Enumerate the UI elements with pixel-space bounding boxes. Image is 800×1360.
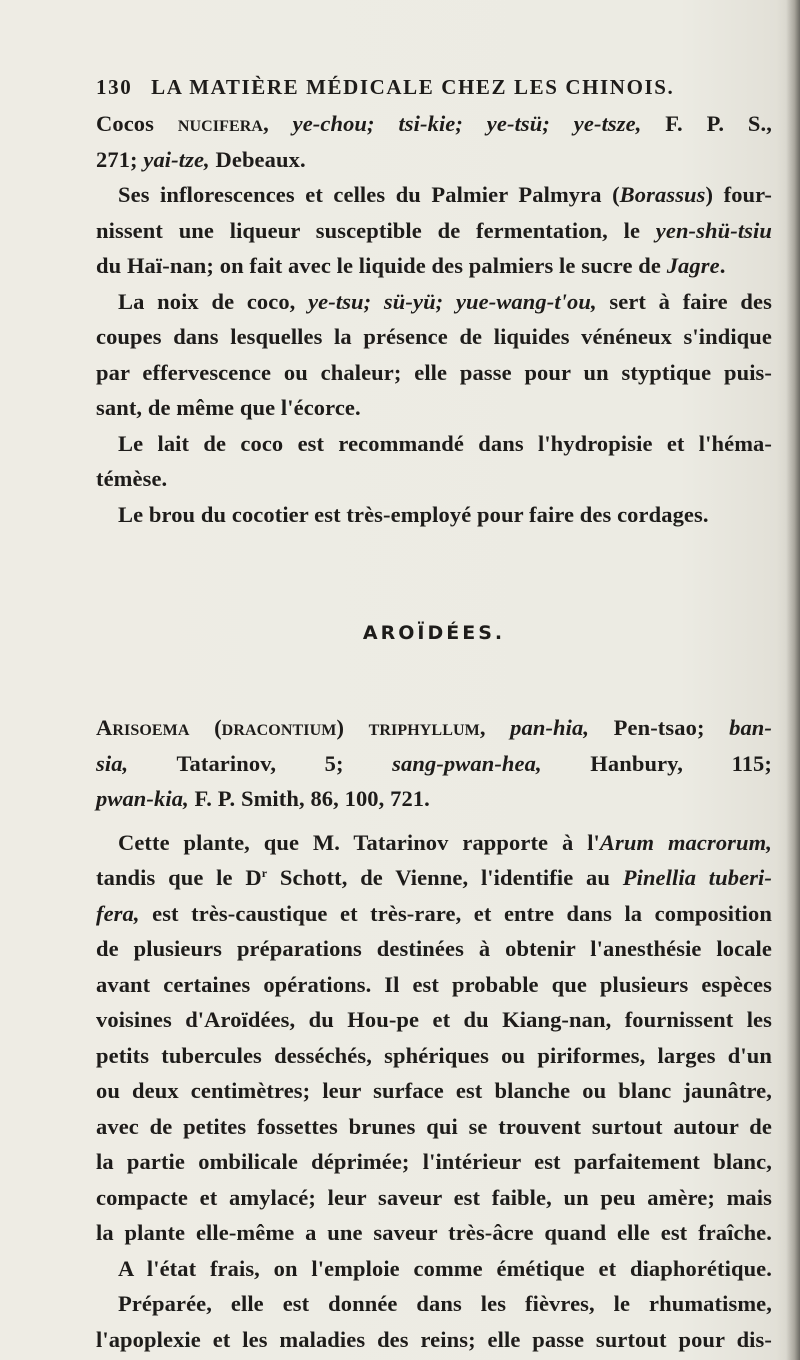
page-content <box>96 70 772 1357</box>
text-line: coupes dans lesquelles la présence de liquides vénéneux s'indique <box>96 324 772 349</box>
text-line: petits tubercules desséchés, sphériques ou piriformes, larges d'un <box>96 1042 772 1068</box>
text-line: ou deux centimètres; leur surface est blanche ou blanc jaunâtre, <box>96 1078 772 1103</box>
section-heading: AROÏDÉES. <box>362 622 506 644</box>
paragraph-noix-de-coco <box>96 284 772 426</box>
entry-arisoema <box>96 710 772 817</box>
paragraph-inflorescences <box>96 177 772 284</box>
text-line: de plusieurs préparations destinées à obtenir l'anesthésie locale <box>96 936 772 961</box>
text-line: Le lait de coco est recommandé dans l'hydropisie et l'héma- <box>118 430 772 456</box>
text-line: Ses inflorescences et celles du Palmier Palmyra (Borassus) four- <box>118 182 773 207</box>
entry-line: Cocos nucifera, ye-chou; tsi-kie; ye-tsü; ye-tsze, F. P. S., <box>96 111 772 136</box>
paragraph-lait-de-coco <box>96 426 772 497</box>
text-line: l'apoplexie et les maladies des reins; elle passe surtout pour dis- <box>96 1326 772 1352</box>
paragraph-brou <box>96 497 772 533</box>
text-line: Cette plante, que M. Tatarinov rapporte à l'Arum macrorum, <box>118 829 772 855</box>
text-line: sant, de même que l'écorce. <box>96 395 361 420</box>
text-line: La noix de coco, ye-tsu; sü-yü; yue-wang-t'ou, sert à faire des <box>118 288 772 314</box>
text-line: Le brou du cocotier est très-employé pour faire des cordages. <box>118 501 709 527</box>
text-line: voisines d'Aroïdées, du Hou-pe et du Kiang-nan, fournissent les <box>96 1007 772 1032</box>
entry-line: 271; yai-tze, Debeaux. <box>96 146 306 172</box>
running-title: LA MATIÈRE MÉDICALE CHEZ LES CHINOIS. <box>151 75 675 99</box>
text-line: par effervescence ou chaleur; elle passe pour un styptique puis- <box>96 359 772 385</box>
text-line: témèse. <box>96 466 168 491</box>
text-line: la partie ombilicale déprimée; l'intérieur est parfaitement blanc, <box>96 1149 772 1174</box>
text-line: avant certaines opérations. Il est probable que plusieurs espèces <box>96 971 772 997</box>
text-line: avec de petites fossettes brunes qui se trouvent surtout autour de <box>96 1113 772 1139</box>
entry-line: pwan-kia, F. P. Smith, 86, 100, 721. <box>96 786 430 811</box>
text-line: la plante elle-même a une saveur très-âcre quand elle est fraîche. <box>96 1220 772 1245</box>
text-line: A l'état frais, on l'emploie comme émétique et diaphorétique. <box>118 1255 772 1281</box>
text-line: du Haï-nan; on fait avec le liquide des palmiers le sucre de Jagre. <box>96 253 726 278</box>
running-header <box>96 70 772 106</box>
text-line: nissent une liqueur susceptible de fermentation, le yen-shü-tsiu <box>96 217 772 243</box>
entry-line: Arisoema (dracontium) triphyllum, pan-hia, Pen-tsao; ban- <box>96 715 772 740</box>
page-number: 130 <box>96 75 133 99</box>
paragraph-cette-plante <box>96 825 772 1358</box>
text-line: compacte et amylacé; leur saveur est faible, un peu amère; mais <box>96 1184 772 1210</box>
text-line: Préparée, elle est donnée dans les fièvres, le rhumatisme, <box>118 1291 772 1316</box>
page-edge-shadow <box>786 0 800 1360</box>
text-line: tandis que le $D^r$ Schott, de Vienne, l'identifie au Pinellia tuberi- <box>96 865 772 890</box>
entry-line: sia, Tatarinov, 5; sang-pwan-hea, Hanbury, 115; <box>96 750 772 776</box>
entry-cocos-nucifera <box>96 106 772 177</box>
text-line: fera, est très-caustique et très-rare, et entre dans la composition <box>96 900 772 926</box>
